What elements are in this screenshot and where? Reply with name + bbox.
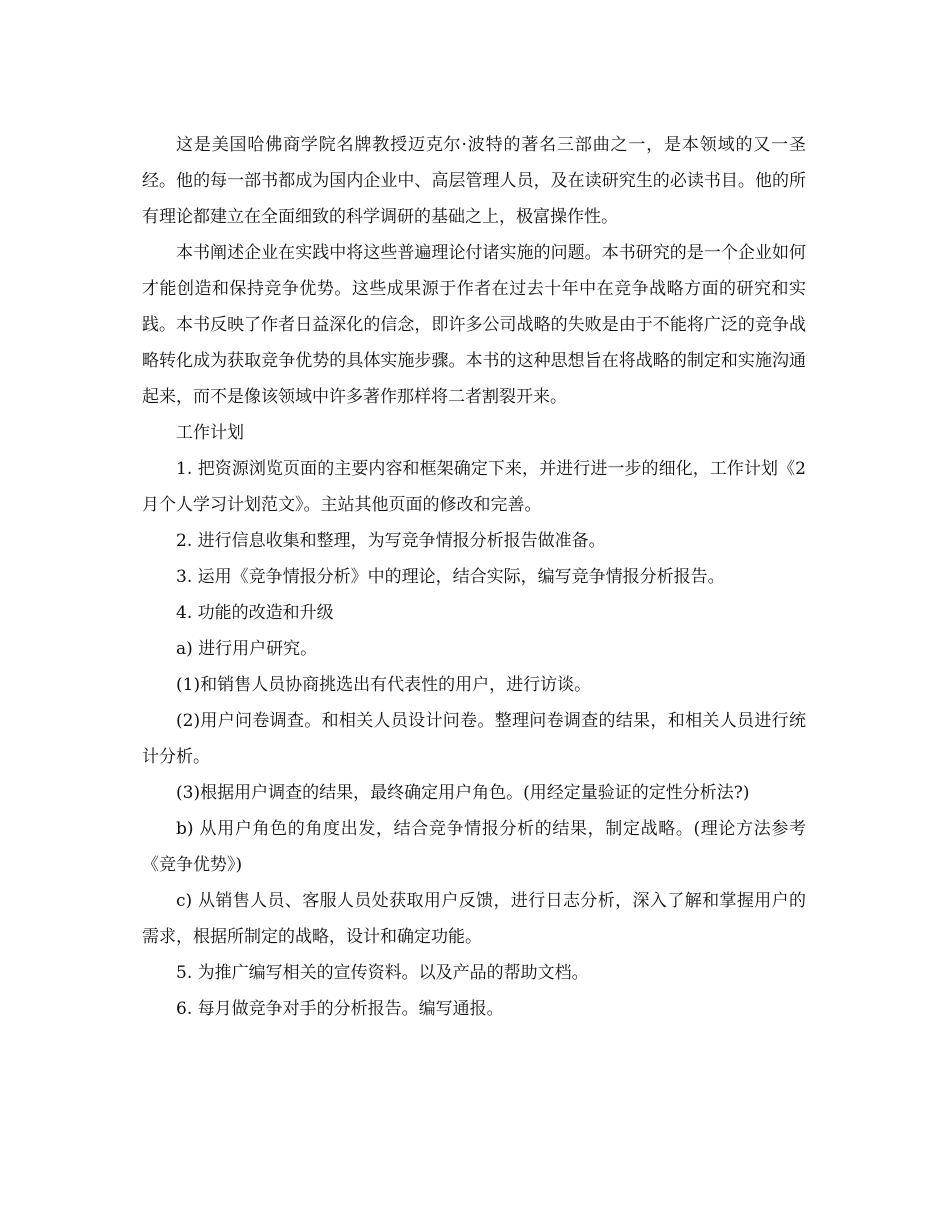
plan-item-6: 6. 每月做竞争对手的分析报告。编写通报。 [176, 999, 504, 1019]
summary-paragraph: 本书阐述企业在实践中将这些普遍理论付诸实施的问题。本书研究的是一个企业如何才能创造和保持竞争优势。这些成果源于作者在过去十年中在竞争战略方面的研究和实践。本书反映了作者日益深化的信念，即许多公司战略的失败是由于不能将广泛的竞争战略转化成为获取竞争优势的具体实施步骤。本书的这种思想旨在将战略的制定和实施沟通起来，而不是像该领域中许多著作那样将二者割裂开来。 [142, 243, 806, 407]
intro-paragraph: 这是美国哈佛商学院名牌教授迈克尔·波特的著名三部曲之一，是本领域的又一圣经。他的每一部书都成为国内企业中、高层管理人员，及在读研究生的必读书目。他的所有理论都建立在全面细致的科学调研的基础之上，极富操作性。 [142, 135, 806, 227]
plan-subitem-a1: (1)和销售人员协商挑选出有代表性的用户，进行访谈。 [176, 675, 592, 695]
plan-item-2: 2. 进行信息收集和整理，为写竞争情报分析报告做准备。 [176, 531, 606, 551]
plan-item-1: 1. 把资源浏览页面的主要内容和框架确定下来，并进行进一步的细化，工作计划《2月个人学习计划范文》。主站其他页面的修改和完善。 [142, 459, 806, 515]
plan-subitem-c: c) 从销售人员、客服人员处获取用户反馈，进行日志分析，深入了解和掌握用户的需求，根据所制定的战略，设计和确定功能。 [142, 891, 806, 947]
plan-item-4: 4. 功能的改造和升级 [176, 603, 334, 623]
plan-item-5: 5. 为推广编写相关的宣传资料。以及产品的帮助文档。 [176, 963, 589, 983]
document-body [142, 127, 806, 1027]
plan-subitem-a2: (2)用户问卷调查。和相关人员设计问卷。整理问卷调查的结果，和相关人员进行统计分析。 [142, 711, 806, 767]
plan-subitem-a3: (3)根据用户调查的结果，最终确定用户角色。(用经定量验证的定性分析法?) [176, 783, 750, 803]
plan-item-3: 3. 运用《竞争情报分析》中的理论，结合实际，编写竞争情报分析报告。 [176, 567, 725, 587]
plan-subitem-b: b) 从用户角色的角度出发，结合竞争情报分析的结果，制定战略。(理论方法参考《竞争优势》) [142, 819, 806, 875]
section-heading-work-plan: 工作计划 [176, 423, 244, 443]
plan-subitem-a: a) 进行用户研究。 [176, 639, 318, 659]
